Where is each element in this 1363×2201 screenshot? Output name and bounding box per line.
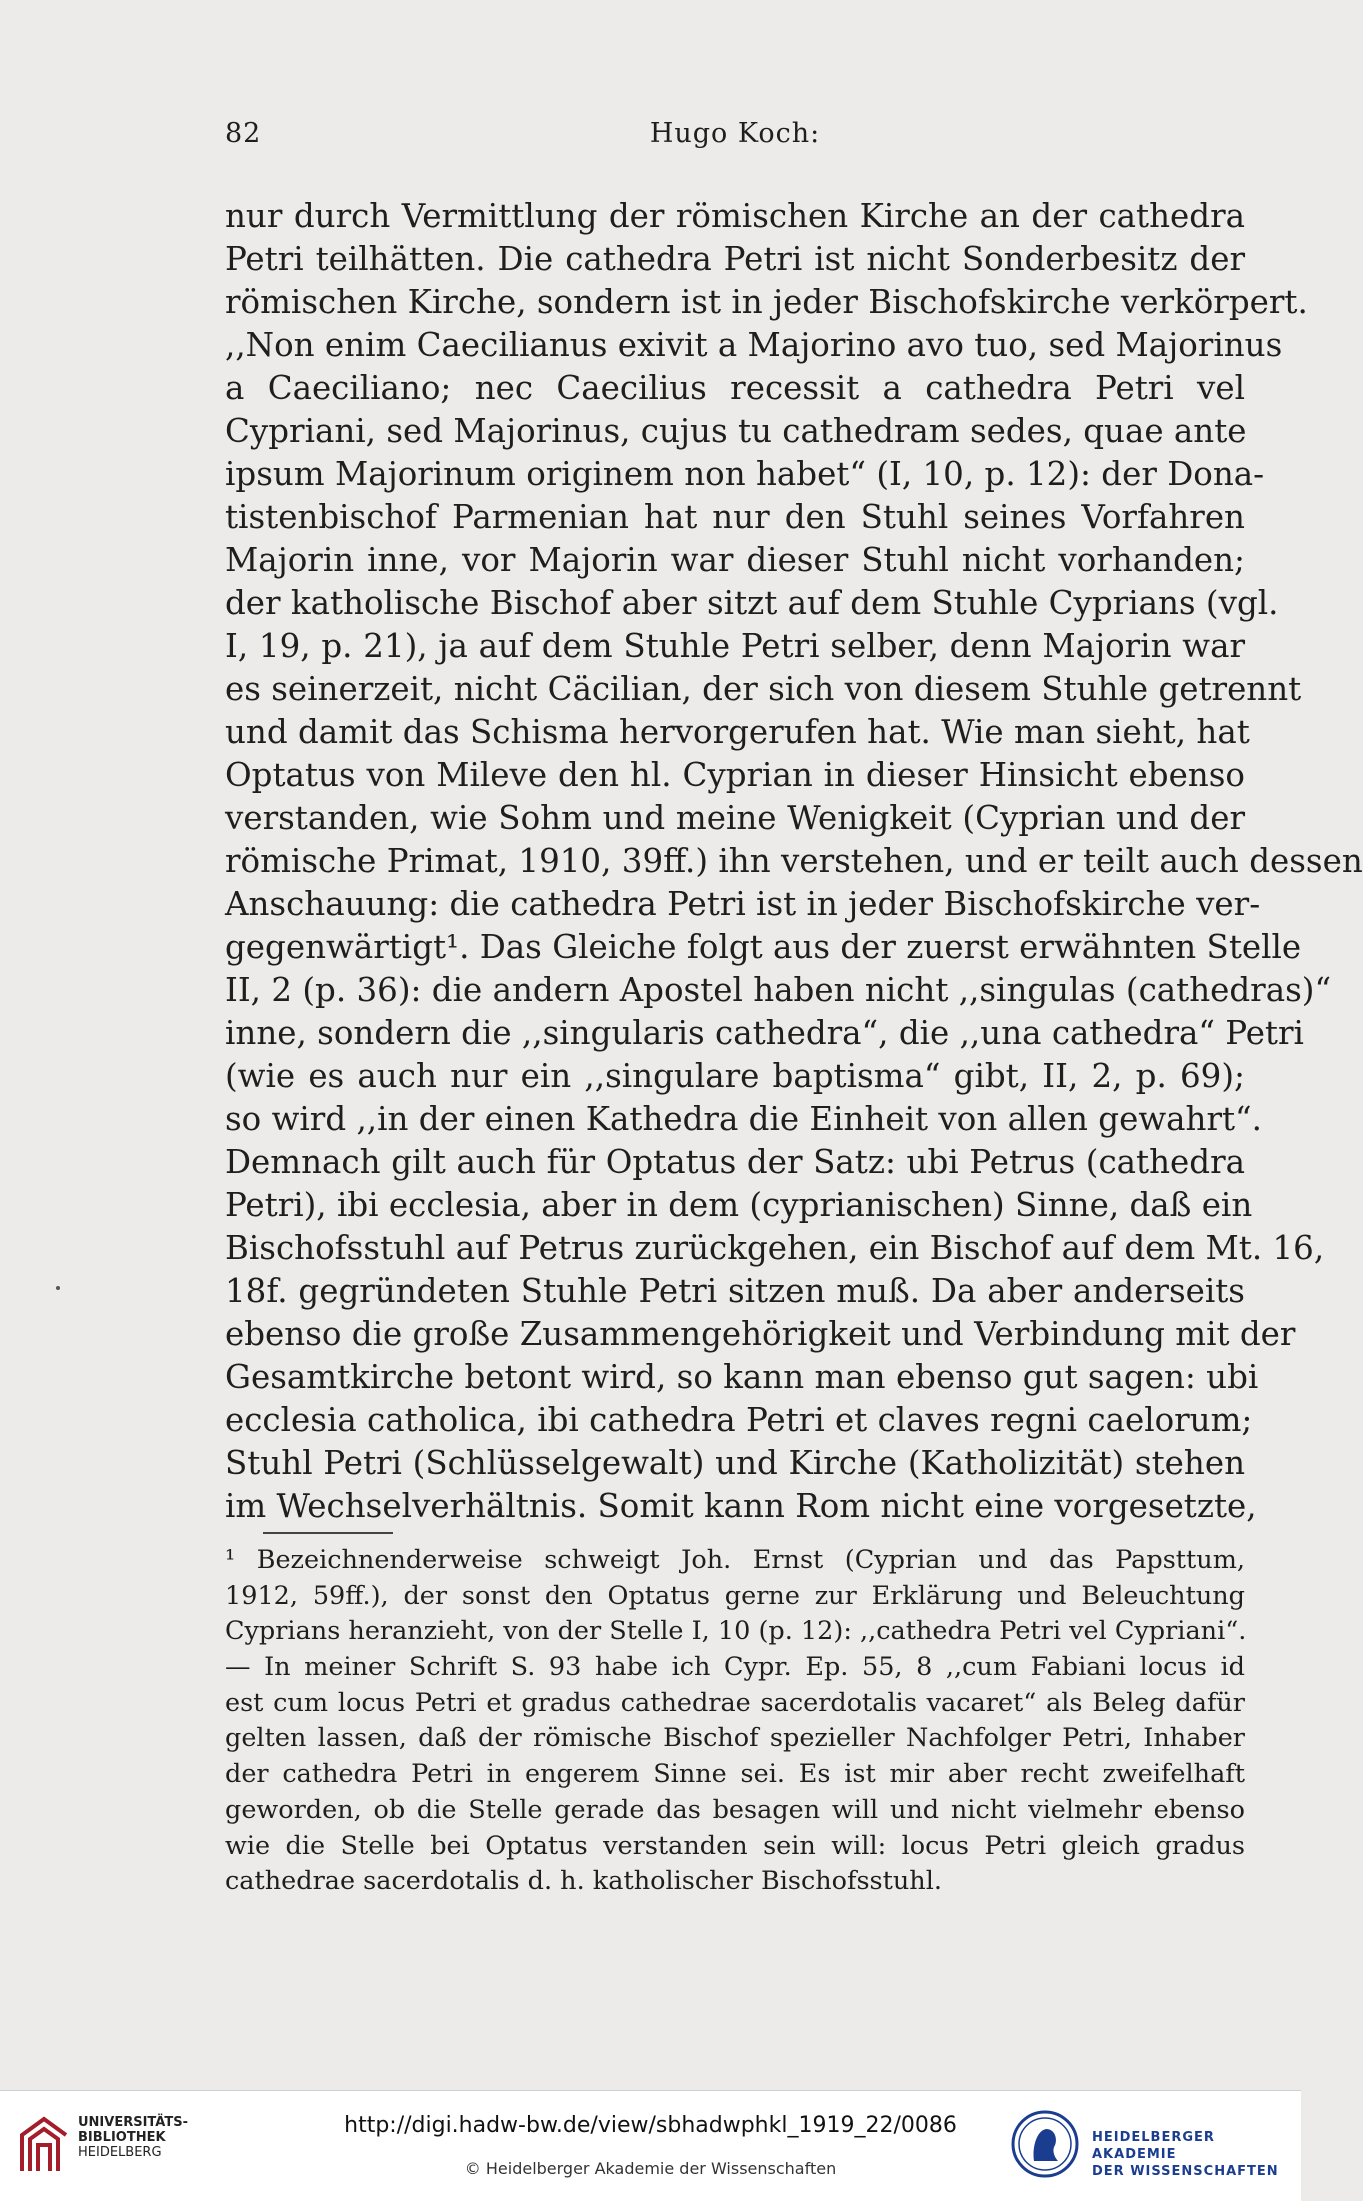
footnote-line: wie die Stelle bei Optatus verstanden sein will: locus Petri gleich gradus xyxy=(225,1830,1245,1861)
text-line: inne, sondern die ,,singularis cathedra“, die ,,una cathedra“ Petri xyxy=(225,1014,1304,1052)
text-line: römische Primat, 1910, 39ff.) ihn verstehen, und er teilt auch dessen xyxy=(225,842,1363,880)
main-text xyxy=(225,195,1363,1528)
text-line: Majorin inne, vor Majorin war dieser Stuhl nicht vorhanden; xyxy=(225,541,1245,579)
text-line: Optatus von Mileve den hl. Cyprian in dieser Hinsicht ebenso xyxy=(225,756,1245,794)
academy-line-1: HEIDELBERGER AKADEMIE xyxy=(1092,2130,1215,2162)
text-line: tistenbischof Parmenian hat nur den Stuhl seines Vorfahren xyxy=(225,498,1245,536)
speck xyxy=(56,1286,60,1290)
running-title: Hugo Koch: xyxy=(649,118,821,149)
text-line: Bischofsstuhl auf Petrus zurückgehen, ein Bischof auf dem Mt. 16, xyxy=(225,1229,1325,1267)
footnote-rule xyxy=(263,1532,393,1534)
text-line: Stuhl Petri (Schlüsselgewalt) und Kirche (Katholizität) stehen xyxy=(225,1444,1245,1482)
text-line: Petri), ibi ecclesia, aber in dem (cyprianischen) Sinne, daß ein xyxy=(225,1186,1253,1224)
text-line: Cypriani, sed Majorinus, cujus tu cathedram sedes, quae ante xyxy=(225,412,1247,450)
library-line-1: UNIVERSITÄTS- xyxy=(78,2115,188,2130)
text-line: so wird ,,in der einen Kathedra die Einheit von allen gewahrt“. xyxy=(225,1100,1262,1138)
footnote-line: cathedrae sacerdotalis d. h. katholischer Bischofsstuhl. xyxy=(225,1866,942,1897)
footnote-line: est cum locus Petri et gradus cathedrae sacerdotalis vacaret“ als Beleg dafür xyxy=(225,1687,1245,1718)
copyright-notice: © Heidelberger Akademie der Wissenschaften xyxy=(464,2159,837,2178)
footnotes xyxy=(225,1543,1245,1900)
text-line: und damit das Schisma hervorgerufen hat. Wie man sieht, hat xyxy=(225,713,1250,751)
text-line: es seinerzeit, nicht Cäcilian, der sich von diesem Stuhle getrennt xyxy=(225,670,1302,708)
text-line: ,,Non enim Caecilianus exivit a Majorino avo tuo, sed Majorinus xyxy=(225,326,1283,364)
text-line: a Caeciliano; nec Caecilius recessit a cathedra Petri vel xyxy=(225,369,1245,407)
footnote-line: — In meiner Schrift S. 93 habe ich Cypr. Ep. 55, 8 ,,cum Fabiani locus id xyxy=(225,1652,1245,1683)
footnote-line: ¹ Bezeichnenderweise schweigt Joh. Ernst (Cyprian und das Papsttum, xyxy=(225,1545,1245,1575)
footnote-line: 1912, 59ff.), der sonst den Optatus gerne zur Erklärung und Beleuchtung xyxy=(225,1580,1245,1611)
text-line: nur durch Vermittlung der römischen Kirche an der cathedra xyxy=(225,197,1245,235)
academy-line-2: DER WISSENSCHAFTEN xyxy=(1092,2164,1279,2179)
text-line: ipsum Majorinum originem non habet“ (I, 10, p. 12): der Dona- xyxy=(225,455,1265,493)
text-line: I, 19, p. 21), ja auf dem Stuhle Petri selber, denn Majorin war xyxy=(225,627,1245,665)
library-line-3: HEIDELBERG xyxy=(78,2145,162,2160)
footnote-line: der cathedra Petri in engerem Sinne sei. Es ist mir aber recht zweifelhaft xyxy=(225,1759,1245,1790)
page-header xyxy=(225,118,1245,158)
text-line: Anschauung: die cathedra Petri ist in jeder Bischofskirche ver- xyxy=(225,885,1261,923)
permalink-url[interactable]: http://digi.hadw-bw.de/view/sbhadwphkl_1919_22/0086 xyxy=(344,2113,957,2138)
text-line: 18f. gegründeten Stuhle Petri sitzen muß. Da aber anderseits xyxy=(225,1272,1245,1310)
viewer-footer xyxy=(0,2090,1301,2201)
academy-seal-icon xyxy=(1010,2109,1080,2179)
library-line-2: BIBLIOTHEK xyxy=(78,2130,166,2145)
footnote-line: Cyprians heranzieht, von der Stelle I, 10 (p. 12): ,,cathedra Petri vel Cypriani“. xyxy=(225,1616,1247,1647)
text-line: Petri teilhätten. Die cathedra Petri ist nicht Sonderbesitz der xyxy=(225,240,1245,278)
page-number: 82 xyxy=(225,118,262,149)
footnote-line: gelten lassen, daß der römische Bischof spezieller Nachfolger Petri, Inhaber xyxy=(225,1723,1245,1754)
text-line: Gesamtkirche betont wird, so kann man ebenso gut sagen: ubi xyxy=(225,1358,1259,1396)
text-line: ecclesia catholica, ibi cathedra Petri et claves regni caelorum; xyxy=(225,1401,1253,1439)
footnote-line: geworden, ob die Stelle gerade das besagen will und nicht vielmehr ebenso xyxy=(225,1794,1245,1825)
text-line: der katholische Bischof aber sitzt auf dem Stuhle Cyprians (vgl. xyxy=(225,584,1279,622)
text-line: verstanden, wie Sohm und meine Wenigkeit (Cyprian und der xyxy=(225,799,1245,837)
text-line: gegenwärtigt¹. Das Gleiche folgt aus der zuerst erwähnten Stelle xyxy=(225,928,1302,966)
text-line: römischen Kirche, sondern ist in jeder Bischofskirche verkörpert. xyxy=(225,283,1308,321)
text-line: im Wechselverhältnis. Somit kann Rom nicht eine vorgesetzte, xyxy=(225,1487,1257,1525)
academy-name xyxy=(1092,2129,1301,2180)
text-line: Demnach gilt auch für Optatus der Satz: ubi Petrus (cathedra xyxy=(225,1143,1245,1181)
text-line: II, 2 (p. 36): die andern Apostel haben nicht ,,singulas (cathedras)“ xyxy=(225,971,1332,1009)
text-line: (wie es auch nur ein ,,singulare baptisma“ gibt, II, 2, p. 69); xyxy=(225,1057,1245,1095)
text-line: ebenso die große Zusammengehörigkeit und Verbindung mit der xyxy=(225,1315,1296,1353)
